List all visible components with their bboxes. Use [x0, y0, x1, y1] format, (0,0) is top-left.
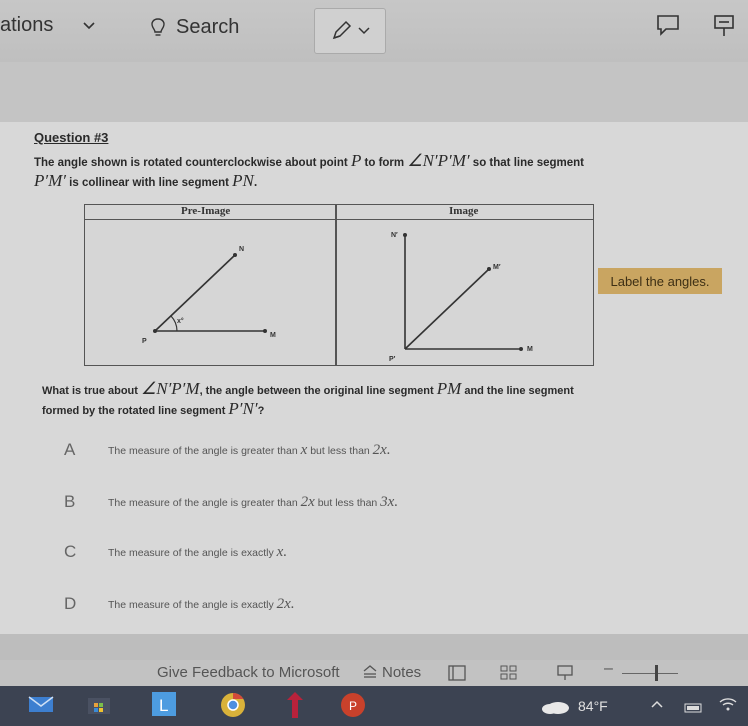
choice-letter: D	[64, 594, 77, 613]
chevron-down-icon	[358, 27, 370, 35]
label-m-img: M	[527, 346, 533, 353]
taskbar	[0, 686, 748, 726]
comment-icon[interactable]	[656, 14, 680, 41]
figure-table	[84, 204, 594, 366]
choice-c[interactable]	[64, 542, 287, 562]
zoom-slider-track[interactable]	[622, 673, 678, 674]
slide-sorter-icon[interactable]	[500, 665, 518, 685]
notes-icon	[362, 664, 378, 680]
status-bar	[0, 660, 748, 686]
choice-d[interactable]	[64, 594, 295, 614]
choice-letter: C	[64, 542, 77, 561]
top-toolbar	[0, 0, 748, 62]
store-icon[interactable]	[86, 694, 112, 721]
angle-npm: ∠N′P′M′	[407, 151, 470, 170]
draw-pen-button[interactable]	[314, 8, 386, 54]
lightbulb-icon	[150, 17, 166, 39]
choice-text: The measure of the angle is greater than x but less than 2x.	[108, 441, 391, 458]
search-box[interactable]	[150, 16, 239, 39]
ribbon-spacer	[0, 62, 748, 122]
label-n: N	[239, 246, 245, 253]
app-title[interactable]: ations	[0, 14, 54, 36]
weather-cloud-icon	[540, 698, 570, 719]
zoom-slider-handle[interactable]	[655, 665, 658, 681]
wifi-icon[interactable]	[718, 696, 738, 717]
normal-view-icon[interactable]	[448, 665, 466, 685]
label-m-prime: M′	[493, 264, 501, 271]
image-header: Image	[449, 205, 479, 217]
chevron-up-icon[interactable]	[650, 696, 664, 714]
label-p-prime: P′	[389, 356, 396, 363]
label-p: P	[142, 338, 147, 345]
angle-npm-2: ∠N′P′M	[141, 379, 200, 398]
choice-a[interactable]	[64, 440, 391, 460]
label-n-prime: N′	[391, 232, 398, 239]
pen-icon	[330, 20, 352, 42]
choice-text: The measure of the angle is exactly 2x.	[108, 595, 295, 612]
zoom-out-icon[interactable]: –	[604, 660, 613, 677]
segment-pm: P′M′	[34, 171, 66, 190]
notes-button[interactable]: Notes	[362, 664, 421, 681]
launcher-icon[interactable]	[150, 690, 178, 723]
question-2-text: What is true about ∠N′P′M, the angle between the original line segment PM and the line segment formed by the rotated line segment P′N′?	[42, 379, 574, 418]
search-label: Search	[176, 16, 240, 38]
question-text: The angle shown is rotated counterclockwise about point P to form ∠N′P′M′ so that line segment P′M′ is collinear with line segment PN.	[34, 151, 584, 190]
question-heading: Question #3	[34, 130, 109, 145]
choice-b[interactable]	[64, 492, 398, 512]
svg-text:P: P	[349, 699, 358, 713]
figure-header-row	[85, 205, 593, 220]
document-page	[0, 122, 748, 634]
segment-pn: PN.	[232, 171, 259, 190]
comment-callout[interactable]: Label the angles.	[598, 268, 722, 294]
choice-letter: B	[64, 492, 76, 511]
give-feedback-link[interactable]: Give Feedback to Microsoft	[157, 664, 340, 681]
label-angle-x: x°	[177, 318, 184, 325]
chrome-icon[interactable]	[220, 692, 246, 723]
chevron-down-icon[interactable]	[82, 18, 96, 34]
battery-icon[interactable]	[684, 700, 704, 718]
preimage-header: Pre-Image	[181, 205, 231, 217]
choice-text: The measure of the angle is exactly x.	[108, 543, 288, 560]
temperature-readout: 84°F	[578, 698, 608, 714]
segment-pn-2: P′N′	[228, 399, 258, 418]
svg-text:L: L	[159, 696, 169, 715]
choice-letter: A	[64, 440, 76, 459]
present-icon[interactable]	[712, 14, 736, 43]
pinned-app-icon[interactable]	[284, 690, 306, 725]
preimage-diagram	[85, 219, 335, 365]
image-diagram	[337, 219, 593, 365]
mail-icon[interactable]	[28, 694, 54, 719]
slideshow-icon[interactable]	[556, 665, 574, 685]
powerpoint-icon[interactable]	[340, 692, 366, 723]
choice-text: The measure of the angle is greater than 2x but less than 3x.	[108, 493, 399, 510]
point-p: P	[350, 151, 362, 170]
segment-pm-2: PM	[436, 379, 462, 398]
label-m: M	[270, 332, 276, 339]
